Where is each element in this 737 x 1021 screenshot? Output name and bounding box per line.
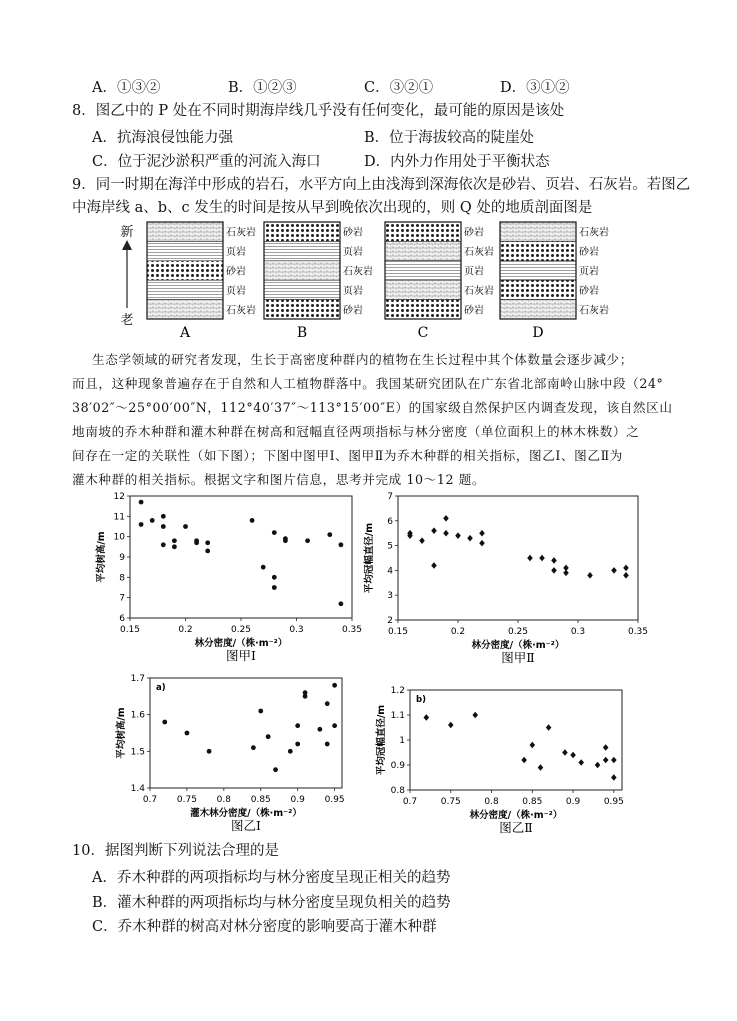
strata-layer bbox=[385, 241, 461, 260]
q10-stem: 10．据图判断下列说法合理的是 bbox=[72, 843, 279, 859]
y-axis-label: 平均树高/m bbox=[116, 707, 127, 759]
data-point bbox=[283, 538, 288, 543]
strata-layer-label: 石灰岩 bbox=[464, 285, 494, 297]
x-tick-label: 0.85 bbox=[250, 795, 271, 805]
chart-yi-1 bbox=[78, 670, 368, 835]
axis-old-label: 老 bbox=[120, 313, 134, 328]
strata-column-label: D bbox=[532, 325, 544, 341]
q8-option-b: B．位于海拔较高的陡崖处 bbox=[364, 130, 535, 146]
y-tick-label: 7 bbox=[387, 492, 393, 502]
passage-line-4: 地南坡的乔木种群和灌木种群在树高和冠幅直径两项指标与林分密度（单位面积上的林木株数）之 bbox=[72, 424, 640, 439]
q9-stem-line2: 中海岸线 a、b、c 发生的时间是按从早到晚依次出现的，则 Q 处的地质剖面图是 bbox=[72, 200, 593, 216]
strata-layer bbox=[147, 300, 223, 319]
strata-layer bbox=[147, 280, 223, 299]
data-point bbox=[194, 540, 199, 545]
strata-layer-label: 砂岩 bbox=[579, 285, 599, 297]
strata-layer bbox=[500, 300, 576, 319]
y-tick-label: 0.8 bbox=[390, 786, 405, 796]
x-tick-label: 0.25 bbox=[230, 625, 252, 635]
strata-layer bbox=[500, 280, 576, 299]
data-point bbox=[539, 555, 545, 562]
strata-layer-label: 石灰岩 bbox=[226, 227, 256, 239]
data-point bbox=[467, 535, 473, 542]
data-point bbox=[185, 731, 190, 736]
data-point bbox=[623, 572, 629, 579]
data-point bbox=[272, 585, 277, 590]
data-point bbox=[205, 540, 210, 545]
data-point bbox=[472, 712, 478, 719]
x-tick-label: 0.15 bbox=[119, 625, 141, 635]
passage-line-1: 生态学领域的研究者发现，生长于高密度种群内的植物在生长过程中其个体数量会逐步减少； bbox=[92, 352, 633, 367]
y-axis-label: 平均树高/m bbox=[96, 531, 107, 583]
strata-layer-label: 页岩 bbox=[343, 247, 363, 259]
data-point bbox=[273, 767, 278, 772]
data-point bbox=[250, 518, 255, 523]
y-tick-label: 1.5 bbox=[130, 747, 145, 758]
data-point bbox=[419, 537, 425, 544]
plot-frame bbox=[410, 690, 622, 790]
strata-layer bbox=[500, 241, 576, 260]
strata-layer-label: 石灰岩 bbox=[579, 305, 609, 317]
panel-label: b) bbox=[416, 695, 426, 705]
data-point bbox=[161, 542, 166, 547]
x-tick-label: 0.95 bbox=[603, 797, 624, 807]
strata-layer bbox=[147, 222, 223, 241]
passage-line-3: 38′02″～25°00′00″N，112°40′37″～113°15′00″E）的国家级自然保护区内调查发现，该自然区山 bbox=[72, 400, 673, 415]
x-tick-label: 0.9 bbox=[565, 797, 581, 807]
strata-layer-label: 石灰岩 bbox=[579, 227, 609, 239]
q7-option-d: D．③①② bbox=[500, 80, 570, 96]
chart-jia-1 bbox=[80, 490, 363, 680]
x-tick-label: 0.7 bbox=[402, 797, 418, 807]
data-point bbox=[611, 757, 617, 764]
data-point bbox=[325, 742, 330, 747]
passage-line-6: 灌木种群的相关指标。根据文字和图片信息，思考并完成 10～12 题。 bbox=[72, 472, 486, 487]
strata-layer-label: 页岩 bbox=[464, 266, 484, 278]
x-tick-label: 0.7 bbox=[142, 795, 158, 805]
data-point bbox=[551, 557, 557, 564]
data-point bbox=[570, 752, 576, 759]
strata-layer bbox=[147, 241, 223, 260]
y-tick-label: 1.2 bbox=[390, 686, 405, 696]
y-tick-label: 6 bbox=[387, 516, 393, 527]
y-tick-label: 10 bbox=[113, 532, 125, 543]
x-tick-label: 0.15 bbox=[387, 627, 409, 637]
data-point bbox=[261, 565, 266, 570]
chart-jia-2 bbox=[362, 490, 652, 680]
data-point bbox=[205, 549, 210, 554]
x-tick-label: 0.25 bbox=[507, 627, 529, 637]
data-point bbox=[251, 745, 256, 750]
data-point bbox=[258, 709, 263, 714]
strata-layer bbox=[264, 241, 340, 260]
age-arrow-head bbox=[122, 240, 132, 250]
data-point bbox=[295, 742, 300, 747]
x-tick-label: 0.85 bbox=[522, 797, 543, 807]
data-point bbox=[623, 565, 629, 572]
strata-layer-label: 页岩 bbox=[579, 266, 599, 278]
data-point bbox=[272, 575, 277, 580]
x-tick-label: 0.3 bbox=[289, 625, 304, 635]
x-tick-label: 0.2 bbox=[450, 627, 466, 637]
data-point bbox=[325, 701, 330, 706]
data-point bbox=[443, 515, 449, 522]
strata-layer bbox=[500, 222, 576, 241]
data-point bbox=[172, 538, 177, 543]
y-tick-label: 6 bbox=[119, 614, 125, 624]
passage-line-2: 而且，这种现象普遍存在于自然和人工植物群落中。我国某研究团队在广东省北部南岭山脉中段（24° bbox=[72, 376, 664, 391]
y-axis-label: 平均冠幅直径/m bbox=[364, 522, 375, 594]
y-tick-label: 1.7 bbox=[130, 674, 145, 684]
data-point bbox=[339, 601, 344, 606]
data-point bbox=[527, 555, 533, 562]
data-point bbox=[424, 714, 430, 721]
strata-layer bbox=[264, 261, 340, 280]
data-point bbox=[150, 518, 155, 523]
strata-layer bbox=[147, 261, 223, 280]
data-point bbox=[303, 694, 308, 699]
strata-layer bbox=[264, 222, 340, 241]
y-tick-label: 0.9 bbox=[390, 761, 405, 771]
data-point bbox=[551, 567, 557, 574]
strata-layer-label: 砂岩 bbox=[343, 305, 363, 317]
data-point bbox=[172, 544, 177, 549]
data-point bbox=[332, 683, 337, 688]
strata-column-label: C bbox=[417, 325, 429, 341]
x-tick-label: 0.2 bbox=[178, 625, 193, 635]
data-point bbox=[139, 522, 144, 527]
chart-caption: 图乙Ⅱ bbox=[499, 820, 533, 835]
strata-layer-label: 砂岩 bbox=[464, 227, 484, 239]
data-point bbox=[546, 724, 552, 731]
data-point bbox=[563, 570, 569, 577]
strata-layer bbox=[264, 300, 340, 319]
strata-layer bbox=[385, 280, 461, 299]
passage-line-5: 间存在一定的关联性（如下图）；下图中图甲Ⅰ、图甲Ⅱ为乔木种群的相关指标，图乙Ⅰ、图乙Ⅱ为 bbox=[72, 448, 623, 463]
y-tick-label: 1.1 bbox=[390, 711, 405, 721]
data-point bbox=[339, 542, 344, 547]
strata-column-label: A bbox=[179, 325, 191, 341]
data-point bbox=[332, 723, 337, 728]
x-tick-label: 0.8 bbox=[484, 797, 499, 807]
data-point bbox=[295, 723, 300, 728]
strata-layer-label: 砂岩 bbox=[579, 247, 599, 259]
strata-layer-label: 石灰岩 bbox=[343, 266, 373, 278]
strata-layer-label: 页岩 bbox=[226, 247, 246, 259]
strata-layer-label: 砂岩 bbox=[464, 305, 484, 317]
x-tick-label: 0.3 bbox=[570, 627, 586, 637]
y-tick-label: 3 bbox=[387, 591, 393, 602]
chart-caption: 图甲Ⅰ bbox=[226, 648, 256, 663]
y-axis-label: 平均冠幅直径/m bbox=[376, 704, 387, 776]
q9-stem-line1: 9．同一时期在海洋中形成的岩石，水平方向上由浅海到深海依次是砂岩、页岩、石灰岩。若图乙 bbox=[72, 177, 691, 193]
axis-new-label: 新 bbox=[120, 225, 134, 240]
y-tick-label: 1.4 bbox=[130, 784, 145, 794]
strata-layer-label: 石灰岩 bbox=[464, 247, 494, 259]
y-tick-label: 7 bbox=[119, 593, 125, 604]
strata-layer bbox=[385, 261, 461, 280]
chart-caption: 图甲Ⅱ bbox=[501, 650, 535, 665]
q10-option-a: A．乔木种群的两项指标均与林分密度呈现正相关的趋势 bbox=[92, 870, 451, 886]
q8-option-d: D．内外力作用处于平衡状态 bbox=[364, 154, 550, 170]
data-point bbox=[530, 742, 536, 749]
data-point bbox=[288, 749, 293, 754]
y-tick-label: 1 bbox=[399, 736, 405, 746]
data-point bbox=[479, 540, 485, 547]
y-tick-label: 5 bbox=[387, 541, 393, 552]
y-tick-label: 9 bbox=[119, 553, 125, 563]
data-point bbox=[266, 734, 271, 739]
data-point bbox=[538, 764, 544, 771]
x-axis-label: 林分密度/（株·m⁻²） bbox=[471, 640, 565, 651]
data-point bbox=[161, 514, 166, 519]
x-axis-label: 林分密度/（株·m⁻²） bbox=[194, 638, 288, 649]
y-tick-label: 11 bbox=[113, 512, 125, 523]
panel-label: a) bbox=[156, 683, 166, 693]
y-tick-label: 8 bbox=[119, 573, 125, 584]
data-point bbox=[611, 774, 617, 781]
q7-option-b: B．①②③ bbox=[228, 80, 297, 96]
x-tick-label: 0.75 bbox=[440, 797, 461, 807]
plot-frame bbox=[398, 496, 638, 620]
strata-layer-label: 石灰岩 bbox=[226, 305, 256, 317]
data-point bbox=[603, 744, 609, 751]
y-tick-label: 2 bbox=[387, 616, 393, 626]
data-point bbox=[603, 757, 609, 764]
plot-frame bbox=[150, 678, 342, 788]
chart-yi-2 bbox=[362, 680, 632, 845]
data-point bbox=[183, 524, 188, 529]
q8-option-a: A．抗海浪侵蚀能力强 bbox=[92, 130, 233, 146]
data-point bbox=[161, 524, 166, 529]
strata-figure bbox=[0, 218, 737, 348]
q8-stem: 8．图乙中的 P 处在不同时期海岸线几乎没有任何变化，最可能的原因是该处 bbox=[72, 103, 565, 119]
data-point bbox=[443, 530, 449, 537]
data-point bbox=[448, 722, 454, 729]
q8-option-c: C．位于泥沙淤积严重的河流入海口 bbox=[92, 154, 321, 170]
q7-option-a: A．①③② bbox=[92, 80, 161, 96]
strata-layer bbox=[264, 280, 340, 299]
data-point bbox=[455, 532, 461, 539]
chart-caption: 图乙Ⅰ bbox=[231, 818, 261, 833]
x-tick-label: 0.9 bbox=[290, 795, 305, 805]
data-point bbox=[562, 749, 568, 756]
data-point bbox=[587, 572, 593, 579]
strata-layer-label: 页岩 bbox=[226, 285, 246, 297]
y-tick-label: 4 bbox=[387, 566, 393, 577]
x-tick-label: 0.75 bbox=[176, 795, 197, 805]
strata-layer bbox=[385, 300, 461, 319]
strata-layer-label: 页岩 bbox=[343, 285, 363, 297]
q10-option-c: C．乔木种群的树高对林分密度的影响要高于灌木种群 bbox=[92, 919, 437, 935]
data-point bbox=[305, 538, 310, 543]
data-point bbox=[611, 567, 617, 574]
strata-layer bbox=[385, 222, 461, 241]
y-tick-label: 1.6 bbox=[130, 710, 145, 721]
data-point bbox=[521, 757, 527, 764]
strata-layer bbox=[500, 261, 576, 280]
data-point bbox=[431, 562, 437, 569]
x-tick-label: 0.95 bbox=[324, 795, 345, 805]
data-point bbox=[207, 749, 212, 754]
data-point bbox=[578, 759, 584, 766]
x-axis-label: 林分密度/（株·m⁻²） bbox=[469, 810, 563, 821]
data-point bbox=[595, 762, 601, 769]
x-axis-label: 灌木林分密度/（株·m⁻²） bbox=[190, 808, 302, 819]
data-point bbox=[317, 727, 322, 732]
x-tick-label: 0.35 bbox=[341, 625, 363, 635]
data-point bbox=[272, 530, 277, 535]
data-point bbox=[162, 720, 167, 725]
data-point bbox=[431, 527, 437, 534]
q10-option-b: B．灌木种群的两项指标均与林分密度呈现负相关的趋势 bbox=[92, 895, 451, 911]
data-point bbox=[327, 532, 332, 537]
x-tick-label: 0.35 bbox=[627, 627, 649, 637]
x-tick-label: 0.8 bbox=[216, 795, 232, 805]
strata-column-label: B bbox=[296, 325, 308, 341]
data-point bbox=[479, 530, 485, 537]
strata-layer-label: 砂岩 bbox=[343, 227, 363, 239]
y-tick-label: 12 bbox=[113, 492, 125, 502]
q7-option-c: C．③②① bbox=[364, 80, 434, 96]
strata-layer-label: 砂岩 bbox=[226, 266, 246, 278]
data-point bbox=[139, 500, 144, 505]
